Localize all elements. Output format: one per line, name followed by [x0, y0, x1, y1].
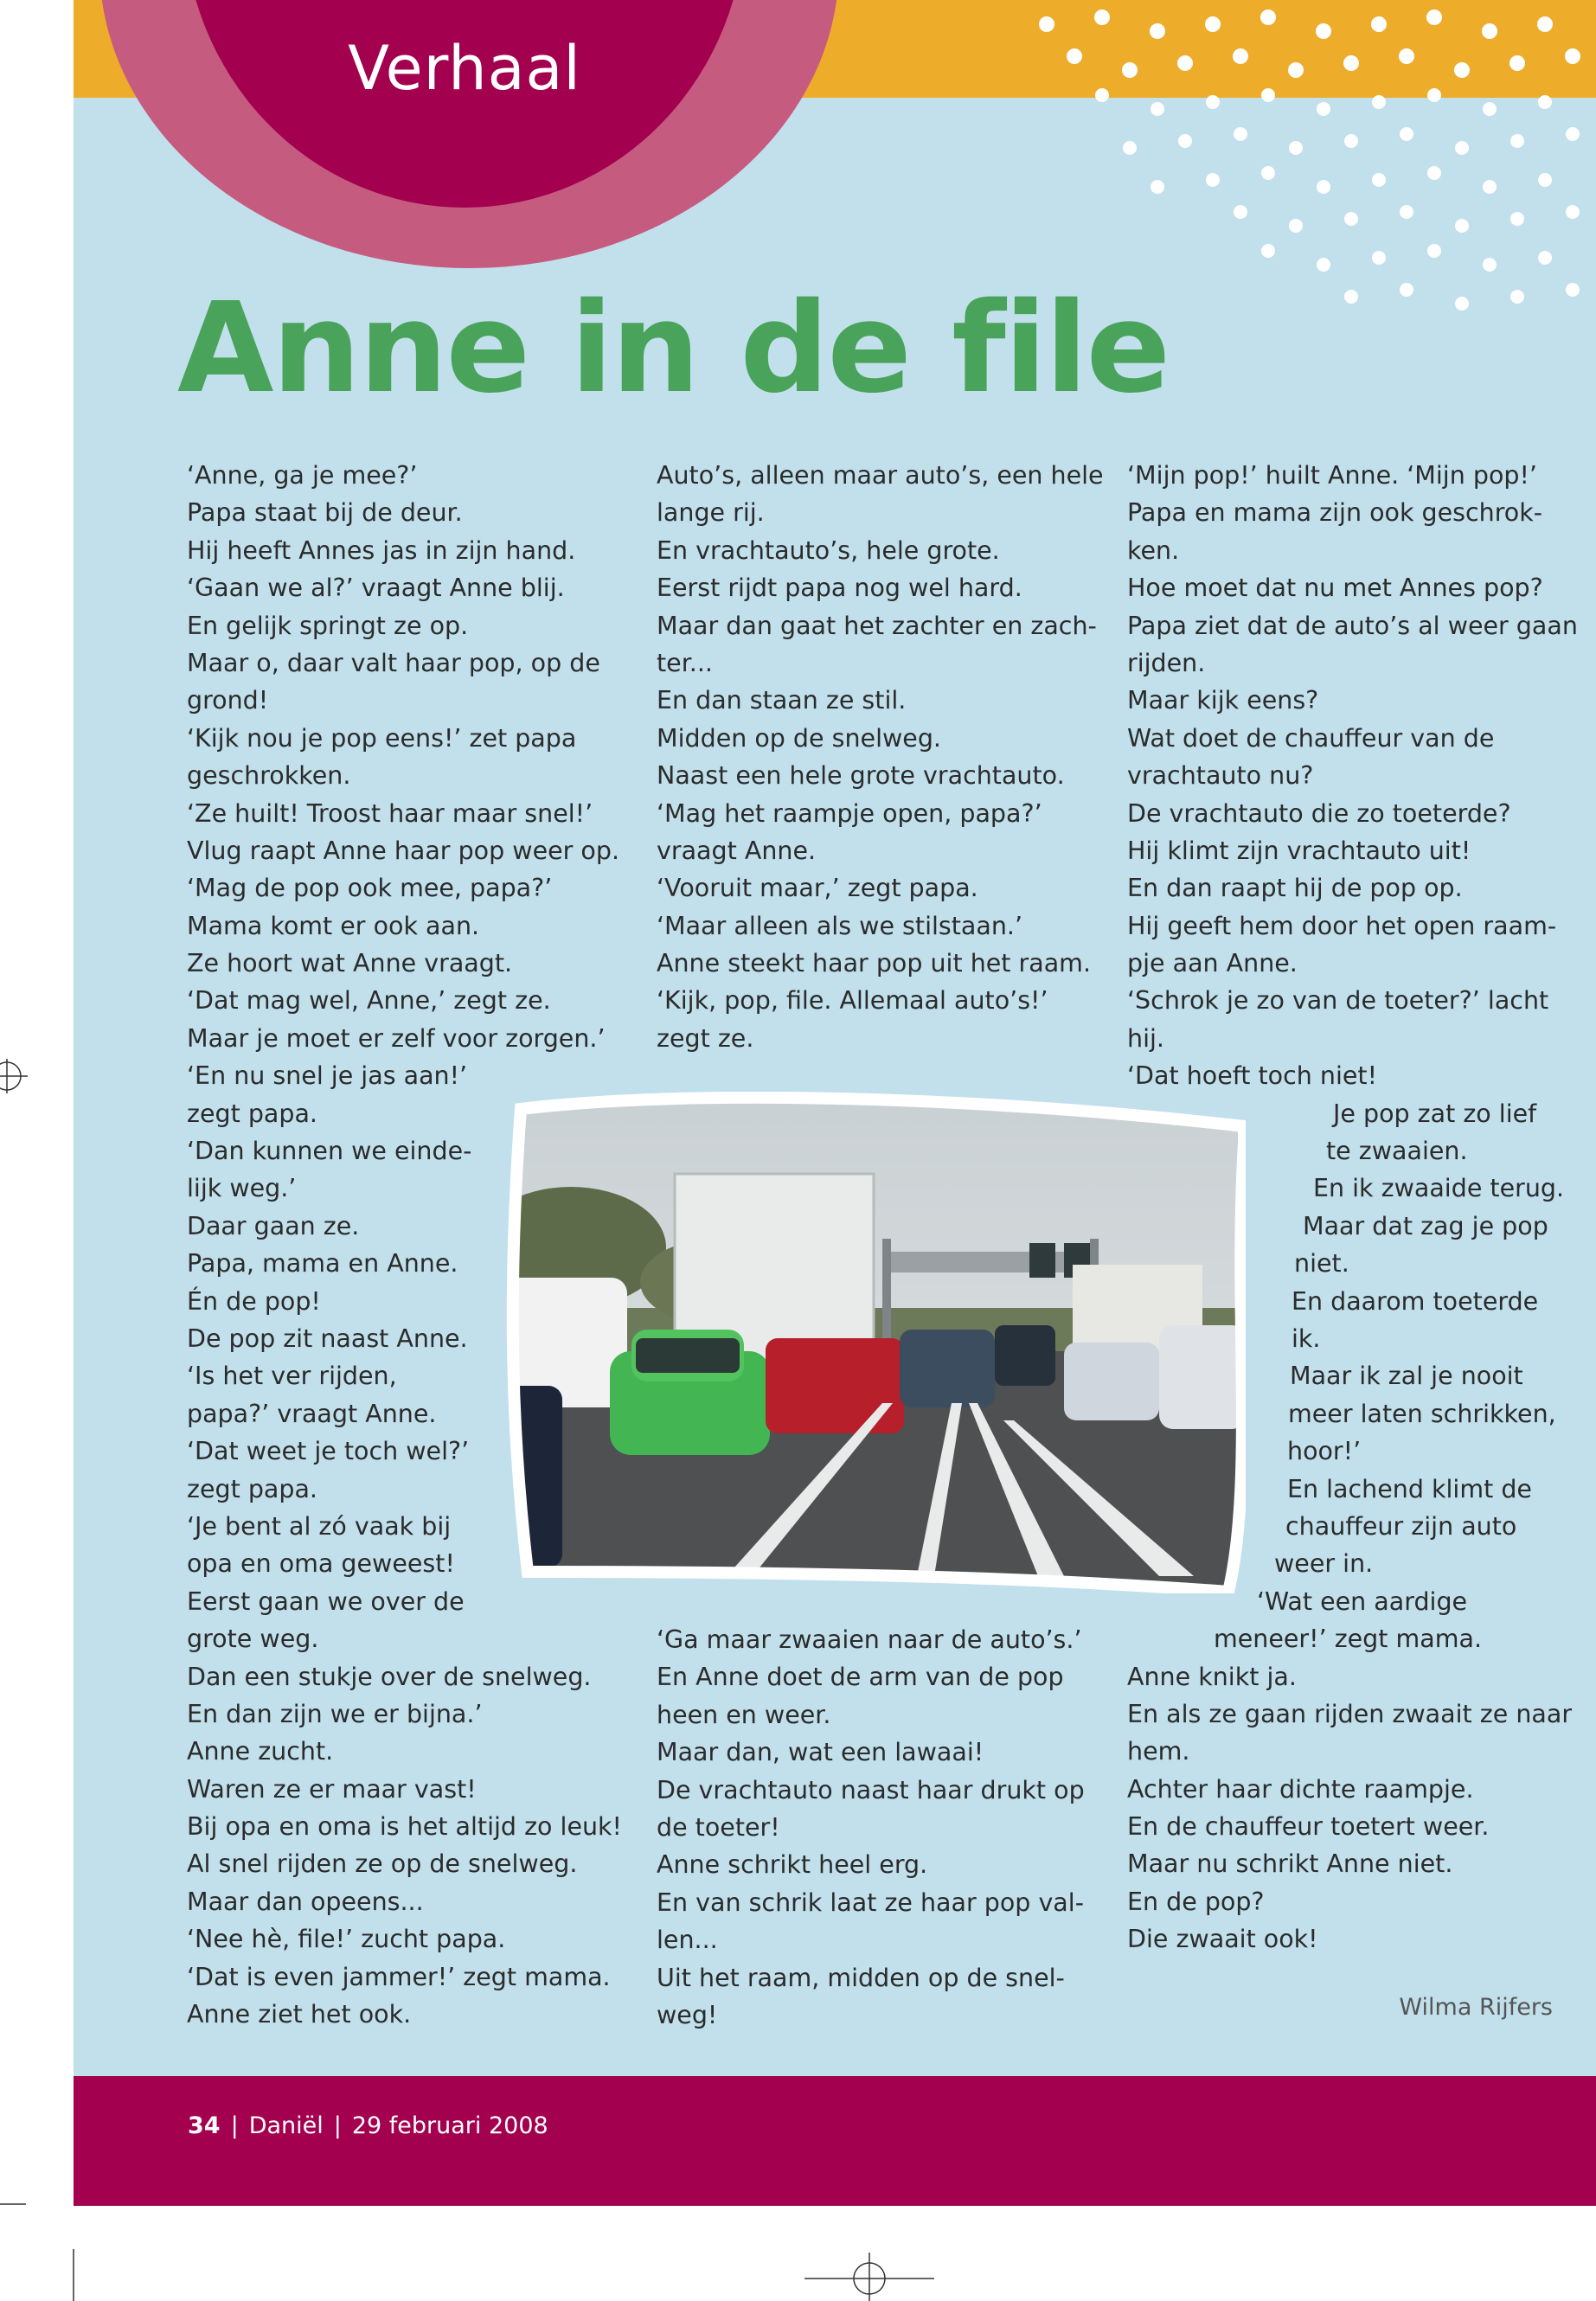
decorative-dot: [1372, 173, 1386, 187]
story-line: Mama komt er ook aan.: [187, 911, 480, 940]
decorative-dot: [1095, 88, 1109, 102]
story-line: papa?’ vraagt Anne.: [187, 1399, 437, 1428]
decorative-dot: [1537, 16, 1553, 32]
author-byline: Wilma Rijfers: [1399, 1994, 1553, 2021]
story-line: ‘Mag het raampje open, papa?’: [657, 798, 1042, 828]
story-line: Hij heeft Annes jas in zijn hand.: [187, 535, 576, 565]
story-line: Maar dat zag je pop: [1303, 1211, 1548, 1240]
story-line: ‘Schrok je zo van de toeter?’ lacht: [1127, 986, 1549, 1016]
decorative-dot: [1123, 141, 1137, 155]
story-line: De vrachtauto naast haar drukt op: [657, 1775, 1085, 1804]
traffic-jam-photo: [502, 1092, 1246, 1593]
story-line: te zwaaien.: [1326, 1137, 1468, 1166]
decorative-dot: [1510, 212, 1524, 226]
story-line: geschrokken.: [187, 761, 351, 791]
decorative-dot: [1372, 95, 1386, 109]
story-column-2-continued: [657, 1621, 1085, 2034]
decorative-dot: [1538, 251, 1552, 265]
story-line: Eerst rijdt papa nog wel hard.: [657, 574, 1022, 603]
story-line: ‘En nu snel je jas aan!’: [187, 1061, 468, 1091]
story-line: En Anne doet de arm van de pop: [657, 1663, 1064, 1692]
story-line: Maar dan, wat een lawaai!: [657, 1738, 984, 1767]
decorative-dot: [1372, 251, 1386, 265]
decorative-dot: [1344, 134, 1358, 148]
story-line: Eerst gaan we over de: [187, 1586, 465, 1616]
story-line: Maar je moet er zelf voor zorgen.’: [187, 1023, 606, 1053]
story-line: de toeter!: [657, 1812, 780, 1842]
page-footer: [74, 2076, 1596, 2206]
story-line: Auto’s, alleen maar auto’s, een hele: [657, 461, 1104, 490]
story-line: ‘Ze huilt! Troost haar maar snel!’: [187, 798, 593, 828]
magazine-name: Daniël: [248, 2112, 324, 2139]
story-line: ‘Maar alleen als we stilstaan.’: [657, 911, 1023, 940]
story-line: chauffeur zijn auto: [1285, 1511, 1517, 1541]
decorative-dot: [1205, 16, 1221, 32]
story-line: Maar o, daar valt haar pop, op de: [187, 648, 600, 677]
story-line: ‘Wat een aardige: [1257, 1586, 1468, 1616]
decorative-dot: [1566, 205, 1580, 219]
story-line: Daar gaan ze.: [187, 1211, 360, 1240]
decorative-dot: [1399, 48, 1414, 64]
story-line: Anne schrikt heel erg.: [657, 1850, 928, 1880]
story-line: zegt ze.: [657, 1023, 754, 1053]
decorative-dot: [1344, 290, 1358, 304]
decorative-dot: [1261, 166, 1275, 180]
story-line: rijden.: [1127, 648, 1206, 677]
decorative-dot: [1317, 180, 1330, 194]
decorative-dot: [1427, 244, 1441, 258]
decorative-dot: [1234, 127, 1247, 141]
story-title: Anne in de file: [177, 275, 1170, 420]
story-line: En dan staan ze stil.: [657, 686, 907, 715]
decorative-dot: [1400, 127, 1413, 141]
story-line: En ik zwaaide terug.: [1313, 1174, 1565, 1203]
decorative-dot: [1426, 10, 1442, 25]
footer-separator: |: [333, 2112, 342, 2139]
story-line: ‘Mag de pop ook mee, papa?’: [187, 874, 553, 903]
story-line: Naast een hele grote vrachtauto.: [657, 761, 1065, 791]
story-line: ‘Dat mag wel, Anne,’ zegt ze.: [187, 986, 551, 1016]
story-line: Je pop zat zo lief: [1333, 1099, 1537, 1128]
story-line: Achter haar dichte raampje.: [1127, 1774, 1474, 1804]
story-line: zegt papa.: [187, 1099, 317, 1128]
story-line: En als ze gaan rijden zwaait ze naar: [1127, 1699, 1573, 1728]
story-line: ‘Dat is even jammer!’ zegt mama.: [187, 1962, 611, 1991]
decorative-dot: [1288, 62, 1304, 78]
decorative-dot: [1510, 134, 1524, 148]
story-line: Maar dan gaat het zachter en zach-: [657, 611, 1097, 640]
story-line: Anne knikt ja.: [1127, 1662, 1297, 1691]
story-line: pje aan Anne.: [1127, 949, 1298, 978]
story-line: weg!: [657, 2000, 718, 2029]
story-line: Papa, mama en Anne.: [187, 1249, 458, 1279]
issue-date: 29 februari 2008: [351, 2112, 548, 2139]
decorative-dot: [1233, 48, 1248, 64]
decorative-dot: [1317, 102, 1330, 116]
story-line: ‘Dan kunnen we einde-: [187, 1137, 472, 1166]
story-line: grond!: [187, 686, 269, 715]
story-line: Papa staat bij de deur.: [187, 498, 463, 528]
decorative-dot: [1151, 180, 1164, 194]
story-line: ken.: [1127, 535, 1180, 565]
story-column-2: [657, 457, 1104, 1057]
section-label: Verhaal: [348, 33, 581, 104]
story-line: Maar dan opeens...: [187, 1887, 424, 1916]
story-line: Midden op de snelweg.: [657, 723, 941, 753]
story-line: Die zwaait ook!: [1127, 1925, 1318, 1954]
decorative-dot: [1151, 102, 1164, 116]
story-line: hoor!’: [1287, 1437, 1362, 1466]
decorative-dot: [1483, 102, 1497, 116]
story-line: Papa ziet dat de auto’s al weer gaan: [1127, 611, 1578, 640]
story-line: ‘Nee hè, file!’ zucht papa.: [187, 1925, 506, 1954]
story-line: niet.: [1294, 1249, 1349, 1279]
decorative-dot: [1343, 55, 1359, 71]
story-line: En de pop?: [1127, 1887, 1265, 1916]
decorative-dot: [1482, 23, 1497, 39]
story-line: ‘Gaan we al?’ vraagt Anne blij.: [187, 574, 565, 603]
story-line: opa en oma geweest!: [187, 1549, 455, 1579]
decorative-dot: [1455, 219, 1469, 233]
story-line: En lachend klimt de: [1287, 1474, 1532, 1503]
story-line: hem.: [1127, 1737, 1190, 1766]
decorative-dot: [1566, 127, 1580, 141]
decorative-dot: [1509, 55, 1525, 71]
story-line: Hij klimt zijn vrachtauto uit!: [1127, 836, 1471, 865]
story-line: Hij geeft hem door het open raam-: [1127, 911, 1557, 940]
story-line: Maar ik zal je nooit: [1290, 1362, 1523, 1391]
story-line: ‘Mijn pop!’ huilt Anne. ‘Mijn pop!’: [1127, 461, 1537, 490]
decorative-dot: [1206, 95, 1220, 109]
decorative-dot: [1565, 48, 1580, 64]
story-line: vrachtauto nu?: [1127, 761, 1314, 791]
decorative-dot: [1427, 88, 1441, 102]
story-line: Anne ziet het ook.: [187, 2000, 412, 2029]
story-line: En daarom toeterde: [1292, 1286, 1539, 1316]
story-line: En dan zijn we er bijna.’: [187, 1699, 483, 1728]
footer-info: [188, 2112, 548, 2139]
decorative-dot: [1261, 88, 1275, 102]
decorative-dot: [1454, 62, 1470, 78]
story-line: grote weg.: [187, 1625, 319, 1654]
story-line: Anne zucht.: [187, 1737, 334, 1766]
story-line: ‘Kijk, pop, file. Allemaal auto’s!’: [657, 986, 1048, 1016]
story-line: len...: [657, 1926, 718, 1955]
story-line: ‘Anne, ga je mee?’: [187, 461, 418, 490]
story-line: ‘Vooruit maar,’ zegt papa.: [657, 874, 978, 903]
decorative-dot: [1510, 290, 1524, 304]
decorative-dot: [1094, 10, 1110, 25]
story-line: En dan raapt hij de pop op.: [1127, 874, 1463, 903]
decorative-dot: [1067, 48, 1082, 64]
story-line: De vrachtauto die zo toeterde?: [1127, 798, 1511, 828]
story-line: Al snel rijden ze op de snelweg.: [187, 1849, 578, 1879]
decorative-dot: [1261, 244, 1275, 258]
story-line: heen en weer.: [657, 1700, 831, 1729]
story-line: hij.: [1127, 1023, 1164, 1053]
story-line: Maar nu schrikt Anne niet.: [1127, 1849, 1453, 1879]
decorative-dot: [1289, 219, 1303, 233]
story-line: ‘Dat weet je toch wel?’: [187, 1437, 470, 1466]
story-line: Maar kijk eens?: [1127, 686, 1319, 715]
story-line: zegt papa.: [187, 1474, 317, 1503]
page-number: 34: [188, 2112, 221, 2139]
decorative-dot: [1483, 180, 1497, 194]
decorative-dot: [1178, 134, 1192, 148]
story-line: Vlug raapt Anne haar pop weer op.: [187, 836, 620, 865]
story-line: vraagt Anne.: [657, 836, 817, 865]
story-line: ‘Je bent al zó vaak bij: [187, 1511, 452, 1541]
decorative-dot: [1566, 283, 1580, 297]
story-line: En de chauffeur toetert weer.: [1127, 1812, 1490, 1842]
story-line: En van schrik laat ze haar pop val-: [657, 1888, 1084, 1917]
decorative-dot: [1234, 205, 1247, 219]
story-line: lijk weg.’: [187, 1174, 297, 1203]
decorative-dot: [1538, 95, 1552, 109]
decorative-dot: [1316, 23, 1331, 39]
story-line: ‘Dat hoeft toch niet!: [1127, 1061, 1378, 1091]
story-line: lange rij.: [657, 498, 765, 528]
story-line: De pop zit naast Anne.: [187, 1324, 468, 1353]
story-line: Én de pop!: [187, 1286, 321, 1316]
decorative-dot: [1455, 297, 1469, 311]
story-line: Bij opa en oma is het altijd zo leuk!: [187, 1812, 622, 1842]
story-line: Ze hoort wat Anne vraagt.: [187, 949, 513, 978]
decorative-dot: [1260, 10, 1276, 25]
story-line: ‘Ga maar zwaaien naar de auto’s.’: [657, 1625, 1082, 1654]
story-line: Wat doet de chauffeur van de: [1127, 723, 1495, 753]
story-line: Dan een stukje over de snelweg.: [187, 1662, 592, 1691]
story-line: weer in.: [1274, 1549, 1374, 1579]
decorative-dot: [1122, 62, 1138, 78]
decorative-dot: [1371, 16, 1387, 32]
decorative-dot: [1538, 173, 1552, 187]
story-line: ‘Is het ver rijden,: [187, 1362, 397, 1391]
decorative-dot: [1427, 166, 1441, 180]
decorative-dot: [1400, 205, 1413, 219]
decorative-dot: [1483, 258, 1497, 272]
decorative-dot: [1289, 141, 1303, 155]
story-line: Uit het raam, midden op de snel-: [657, 1963, 1065, 1992]
story-line: ter...: [657, 648, 713, 677]
decorative-dot: [1400, 283, 1413, 297]
decorative-dot: [1206, 173, 1220, 187]
story-line: En gelijk springt ze op.: [187, 611, 469, 640]
story-line: Hoe moet dat nu met Annes pop?: [1127, 574, 1543, 603]
story-line: meneer!’ zegt mama.: [1214, 1625, 1483, 1654]
decorative-dot: [1039, 16, 1054, 32]
story-line: En vrachtauto’s, hele grote.: [657, 535, 1000, 565]
story-line: ik.: [1292, 1324, 1321, 1353]
story-line: Papa en mama zijn ook geschrok-: [1127, 498, 1543, 528]
story-line: Waren ze er maar vast!: [187, 1774, 477, 1804]
decorative-dot: [1317, 258, 1330, 272]
story-line: ‘Kijk nou je pop eens!’ zet papa: [187, 723, 577, 753]
decorative-dot: [1344, 212, 1358, 226]
decorative-dot: [1150, 23, 1165, 39]
story-line: Anne steekt haar pop uit het raam.: [657, 949, 1092, 978]
decorative-dot: [1455, 141, 1469, 155]
decorative-dot: [1177, 55, 1193, 71]
footer-separator: |: [230, 2112, 239, 2139]
story-line: meer laten schrikken,: [1288, 1399, 1556, 1428]
